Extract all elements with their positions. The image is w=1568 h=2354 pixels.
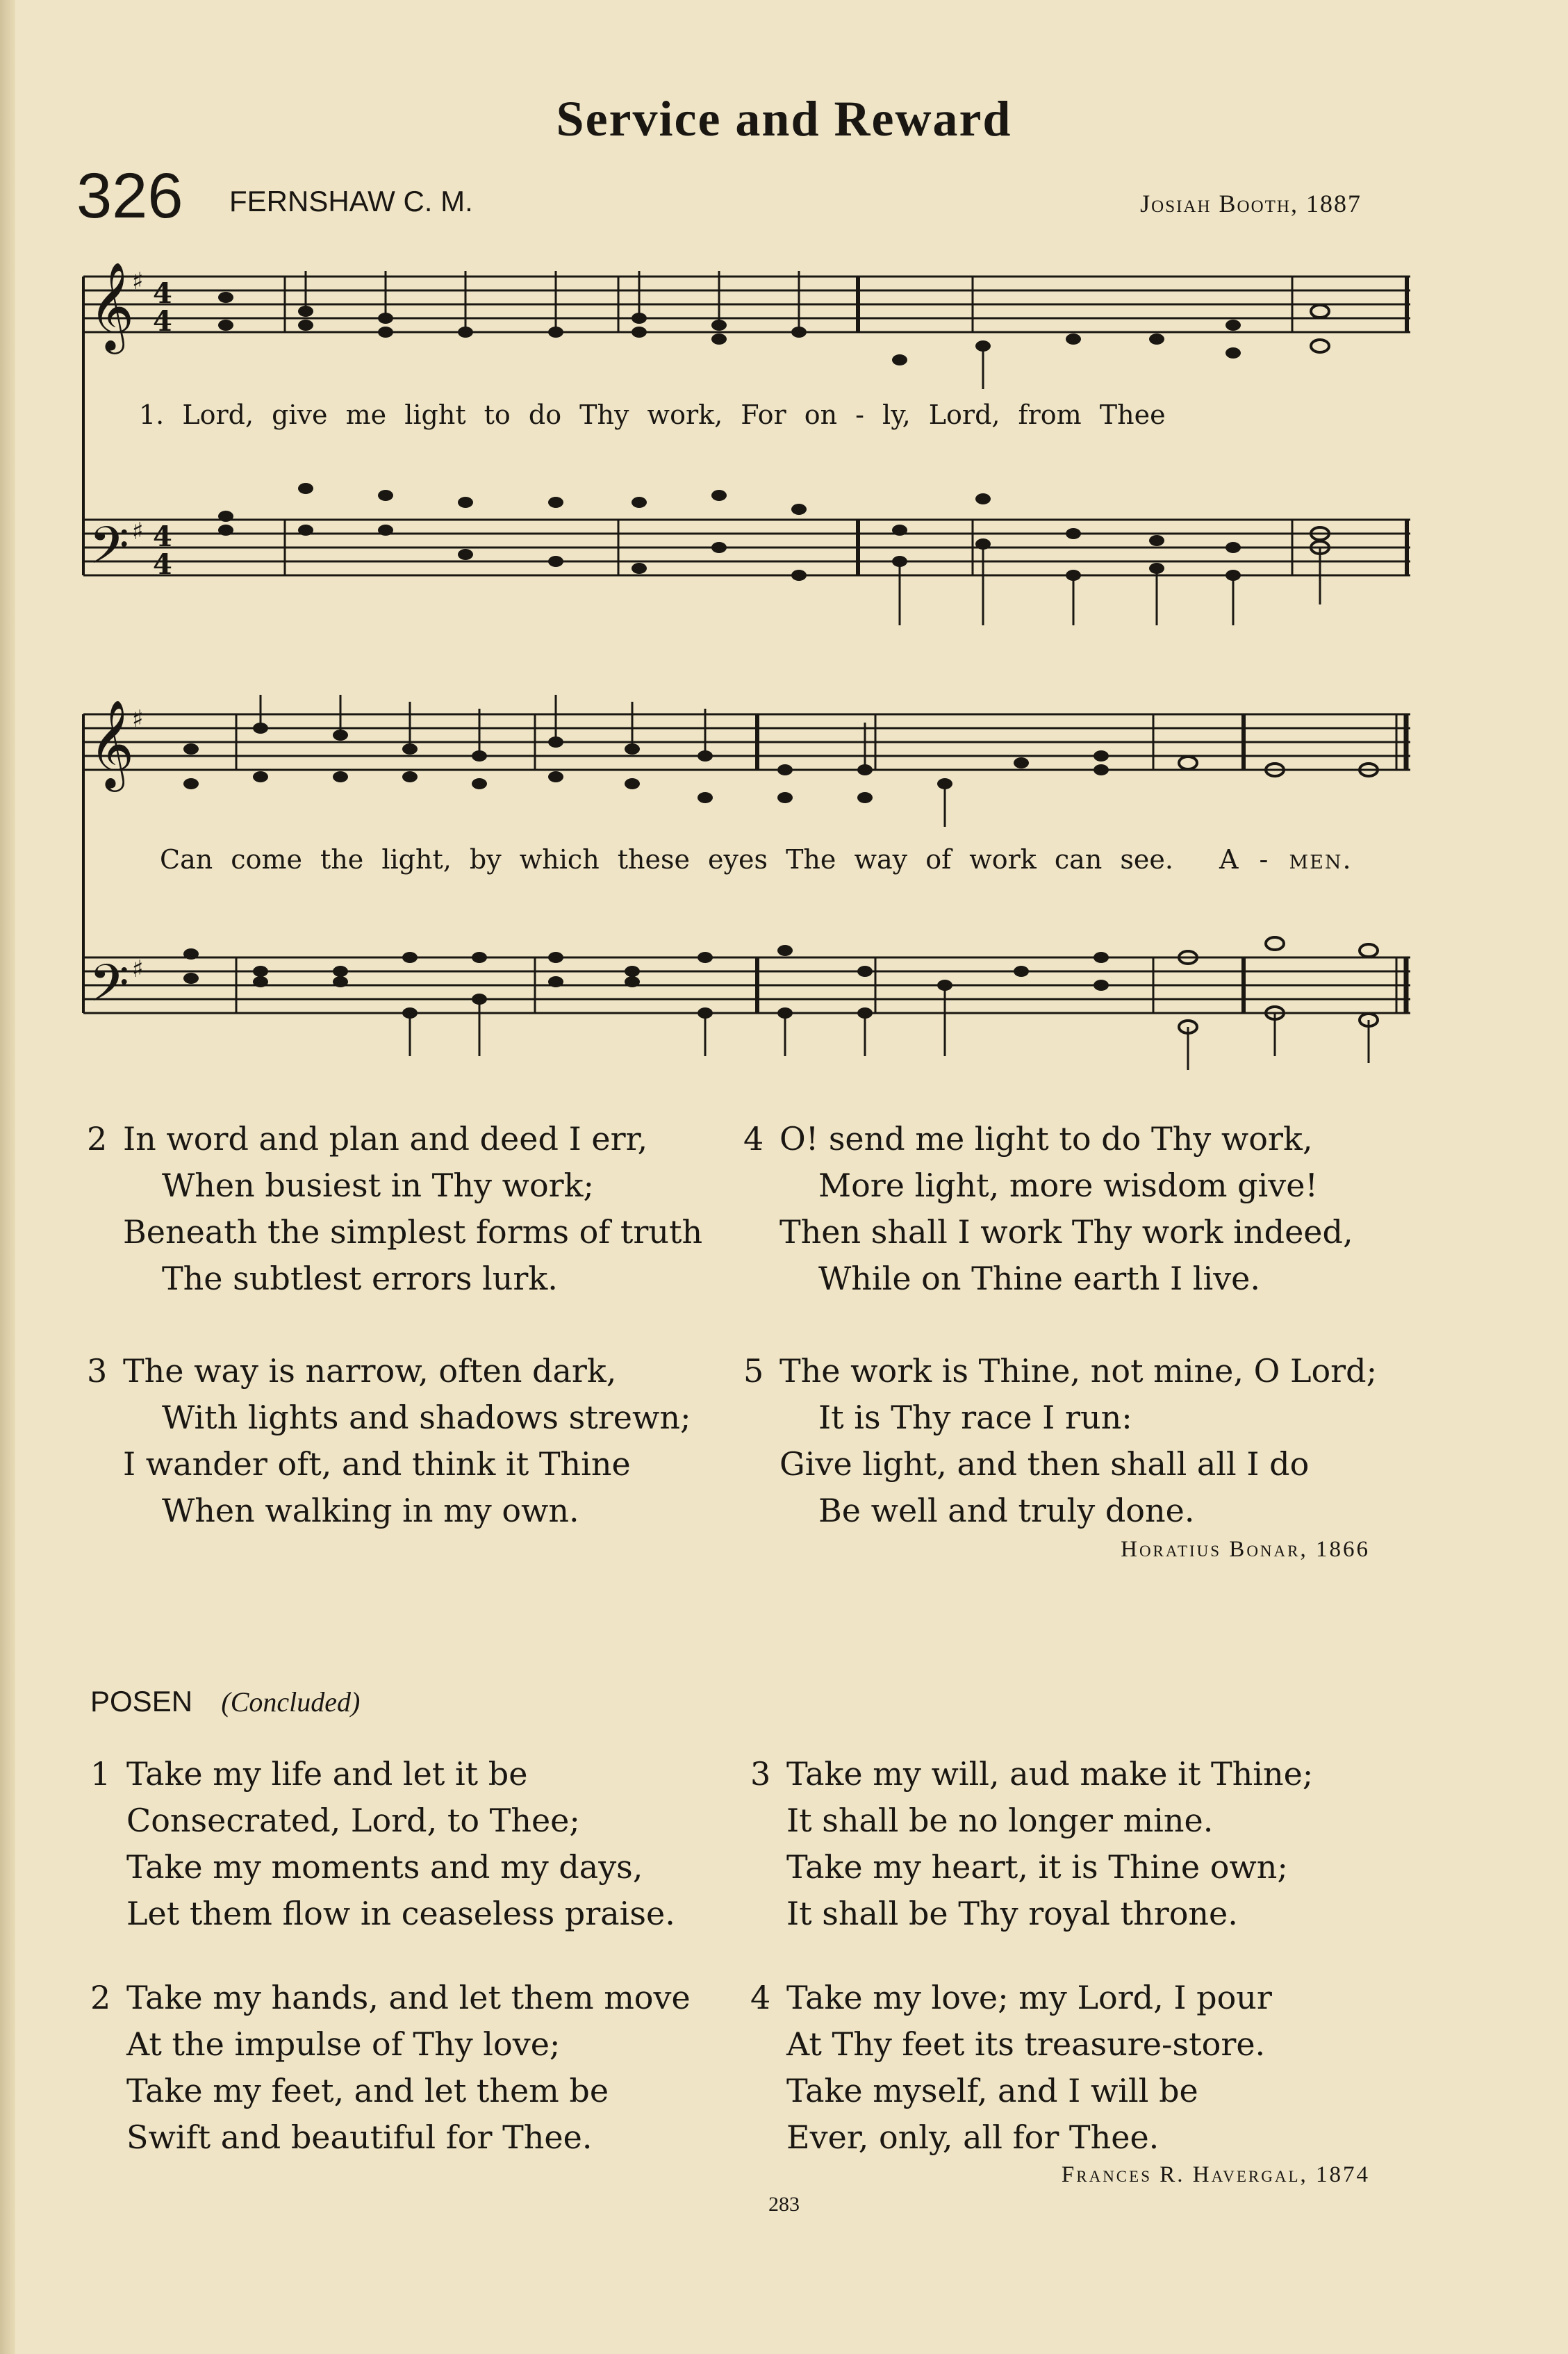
- verse-number: 4: [750, 1979, 771, 2016]
- verse-line: More light, more wisdom give!: [818, 1167, 1318, 1204]
- hymn-number: 326: [76, 160, 183, 231]
- lyric-line-1: 1. Lord, give me light to do Thy work, For on - ly, Lord, from Thee: [139, 400, 1166, 430]
- svg-text:𝄞: 𝄞: [89, 699, 135, 788]
- section-title: Service and Reward: [556, 91, 1012, 147]
- verse-line: Ever, only, all for Thee.: [786, 2118, 1160, 2156]
- verse-line: Then shall I work Thy work indeed,: [779, 1213, 1353, 1251]
- verse-2: [87, 1116, 702, 1302]
- verse-4: [743, 1116, 1353, 1302]
- svg-text:♯: ♯: [132, 518, 144, 545]
- verse-line: Let them flow in ceaseless praise.: [126, 1895, 675, 1932]
- tune-name: FERNSHAW C. M.: [229, 185, 473, 217]
- verse-number: 5: [743, 1352, 764, 1390]
- verse-line: O! send me light to do Thy work,: [779, 1120, 1313, 1158]
- verse-3: [87, 1348, 691, 1534]
- svg-text:♯: ♯: [132, 955, 144, 983]
- verse-line: I wander oft, and think it Thine: [123, 1445, 631, 1483]
- svg-text:4: 4: [153, 520, 172, 553]
- music-system-1: [76, 257, 1410, 646]
- posen-heading: [90, 1684, 360, 1718]
- posen-verse-3: [750, 1751, 1313, 1937]
- verse-line: Be well and truly done.: [818, 1492, 1195, 1529]
- verse-line: At Thy feet its treasure-store.: [786, 2025, 1266, 2063]
- posen-verse-4: [750, 1975, 1272, 2161]
- svg-text:4: 4: [153, 548, 172, 581]
- lyric-line-2-text: Can come the light, by which these eyes The way of work can see.: [160, 844, 1173, 875]
- verse-line: It shall be Thy royal throne.: [786, 1895, 1238, 1932]
- verse-line: Swift and beautiful for Thee.: [126, 2118, 593, 2156]
- posen-author-credit: Frances R. Havergal, 1874: [1061, 2162, 1370, 2187]
- page-binding-edge: [0, 0, 15, 2354]
- verse-line: At the impulse of Thy love;: [126, 2025, 561, 2063]
- verse-line: The subtlest errors lurk.: [162, 1260, 558, 1297]
- posen-tune-name: POSEN: [90, 1685, 193, 1718]
- verse-number: 3: [750, 1755, 771, 1793]
- verse-number: 2: [87, 1120, 108, 1158]
- music-score-system-1: [76, 257, 1410, 646]
- verse-line: The work is Thine, not mine, O Lord;: [779, 1352, 1378, 1390]
- verse-line: When busiest in Thy work;: [162, 1167, 595, 1204]
- verse-line: Take my love; my Lord, I pour: [786, 1979, 1272, 2016]
- hymn-header: [76, 160, 1362, 236]
- svg-text:4: 4: [153, 305, 172, 338]
- verse-line: Take myself, and I will be: [786, 2072, 1198, 2109]
- posen-verse-1: [90, 1751, 675, 1937]
- svg-text:♯: ♯: [132, 705, 144, 733]
- svg-text:4: 4: [153, 277, 172, 310]
- svg-text:𝄢: 𝄢: [89, 953, 129, 1026]
- page-number: 283: [768, 2193, 800, 2216]
- verse-line: The way is narrow, often dark,: [123, 1352, 617, 1390]
- verse-number: 3: [87, 1352, 108, 1390]
- amen-text: A - men.: [1219, 844, 1353, 875]
- verse-line: When walking in my own.: [162, 1492, 579, 1529]
- posen-concluded: (Concluded): [221, 1686, 361, 1718]
- svg-text:♯: ♯: [132, 268, 144, 295]
- verse-line: Take my moments and my days,: [126, 1848, 643, 1886]
- verse-line: Take my feet, and let them be: [126, 2072, 609, 2109]
- verse-line: Take my hands, and let them move: [126, 1979, 691, 2016]
- verse-line: Give light, and then shall all I do: [779, 1445, 1310, 1483]
- verse-line: Take my heart, it is Thine own;: [786, 1848, 1288, 1886]
- verse-line: Consecrated, Lord, to Thee;: [126, 1802, 580, 1839]
- author-credit: Horatius Bonar, 1866: [1121, 1537, 1370, 1562]
- verse-line: With lights and shadows strewn;: [162, 1399, 691, 1436]
- music-score-system-2: [76, 695, 1410, 1084]
- verse-5: [743, 1348, 1377, 1534]
- verse-number: 1: [90, 1755, 111, 1793]
- composer-credit: Josiah Booth, 1887: [1140, 190, 1362, 217]
- lyric-line-2: [160, 844, 1353, 875]
- music-system-2: [76, 695, 1410, 1084]
- verse-line: Beneath the simplest forms of truth: [123, 1213, 703, 1251]
- verse-line: It shall be no longer mine.: [786, 1802, 1214, 1839]
- posen-verse-2: [90, 1975, 691, 2161]
- verse-line: It is Thy race I run:: [818, 1399, 1132, 1436]
- verse-line: In word and plan and deed I err,: [123, 1120, 648, 1158]
- svg-text:𝄞: 𝄞: [89, 261, 135, 350]
- verse-number: 4: [743, 1120, 764, 1158]
- verse-line: While on Thine earth I live.: [818, 1260, 1261, 1297]
- verse-line: Take my will, aud make it Thine;: [786, 1755, 1314, 1793]
- verse-number: 2: [90, 1979, 111, 2016]
- svg-text:𝄢: 𝄢: [89, 516, 129, 588]
- verse-line: Take my life and let it be: [126, 1755, 528, 1793]
